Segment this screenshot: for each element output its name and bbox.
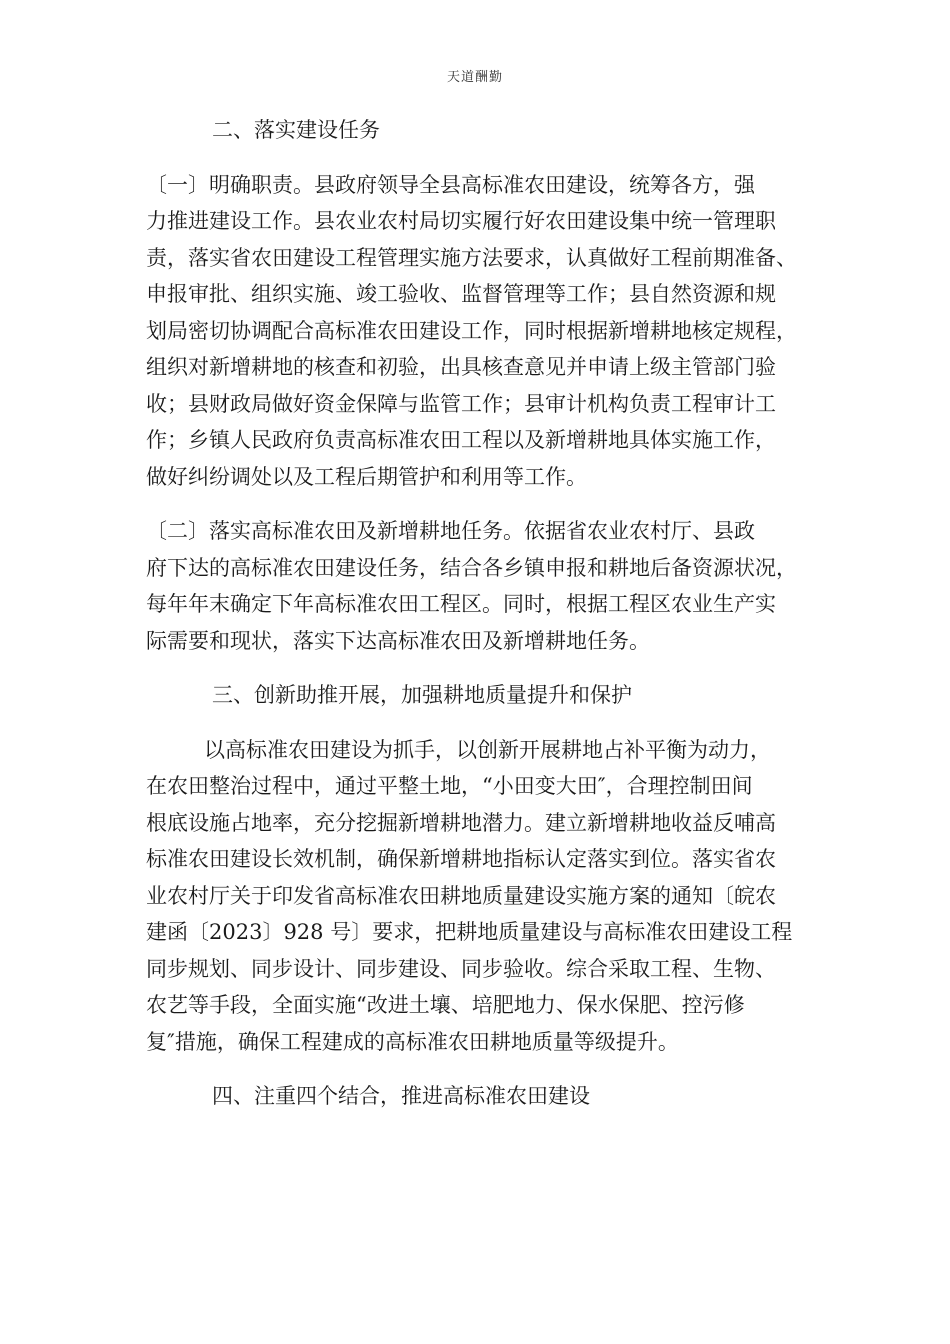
text-line: 〔一〕明确职责。县政府领导全县高标准农田建设，统筹各方，强: [146, 172, 755, 197]
text-line: 作；乡镇人民政府负责高标准农田工程以及新增耕地具体实施工作，: [146, 428, 776, 452]
section-heading-3: 三、创新助推开展，加强耕地质量提升和保护: [212, 683, 632, 707]
text-line: 责，落实省农田建设工程管理实施方法要求，认真做好工程前期准备、: [146, 245, 797, 270]
paragraph-tasks: [146, 513, 806, 659]
document-body: [146, 112, 806, 1115]
text-line: 标准农田建设长效机制，确保新增耕地指标认定落实到位。落实省农: [146, 847, 776, 871]
section-heading-2: 二、落实建设任务: [212, 118, 380, 142]
paragraph-responsibilities: [146, 167, 806, 496]
text-line: 复″措施，确保工程建成的高标准农田耕地质量等级提升。: [146, 1029, 679, 1054]
text-line: 收；县财政局做好资金保障与监管工作；县审计机构负责工程审计工: [146, 391, 776, 416]
page-header: 天道酬勤: [446, 70, 503, 85]
section-heading-4: 四、注重四个结合，推进高标准农田建设: [212, 1084, 590, 1108]
text-line: 在农田整治过程中，通过平整土地，“小田变大田″，合理控制田间: [146, 774, 753, 798]
text-line: 做好纠纷调处以及工程后期管护和利用等工作。: [146, 464, 587, 489]
text-line: 划局密切协调配合高标准农田建设工作，同时根据新增耕地核定规程，: [146, 318, 797, 343]
text-line: 同步规划、同步设计、同步建设、同步验收。综合采取工程、生物、: [146, 956, 776, 981]
text-line: 府下达的高标准农田建设任务，结合各乡镇申报和耕地后备资源状况，: [146, 555, 797, 580]
text-line: 〔二〕落实高标准农田及新增耕地任务。依据省农业农村厅、县政: [146, 519, 755, 543]
paragraph-innovation: [146, 732, 806, 1061]
text-line: 力推进建设工作。县农业农村局切实履行好农田建设集中统一管理职: [146, 209, 776, 233]
text-line: 以高标准农田建设为抓手，以创新开展耕地占补平衡为动力，: [204, 737, 771, 762]
text-line: 组织对新增耕地的核查和初验，出具核查意见并申请上级主管部门验: [146, 355, 776, 379]
text-line: 建函〔2023〕928 号〕要求，把耕地质量建设与高标准农田建设工程: [146, 920, 793, 944]
text-line: 根底设施占地率，充分挖掘新增耕地潜力。建立新增耕地收益反哺高: [146, 810, 776, 835]
text-line: 每年年末确定下年高标准农田工程区。同时，根据工程区农业生产实: [146, 592, 776, 616]
text-line: 农艺等手段，全面实施“改进土壤、培肥地力、保水保肥、控污修: [146, 993, 745, 1017]
text-line: 业农村厅关于印发省高标准农田耕地质量建设实施方案的通知〔皖农: [146, 883, 776, 908]
text-line: 申报审批、组织实施、竣工验收、监督管理等工作；县自然资源和规: [146, 282, 776, 306]
text-line: 际需要和现状，落实下达高标准农田及新增耕地任务。: [146, 628, 650, 653]
